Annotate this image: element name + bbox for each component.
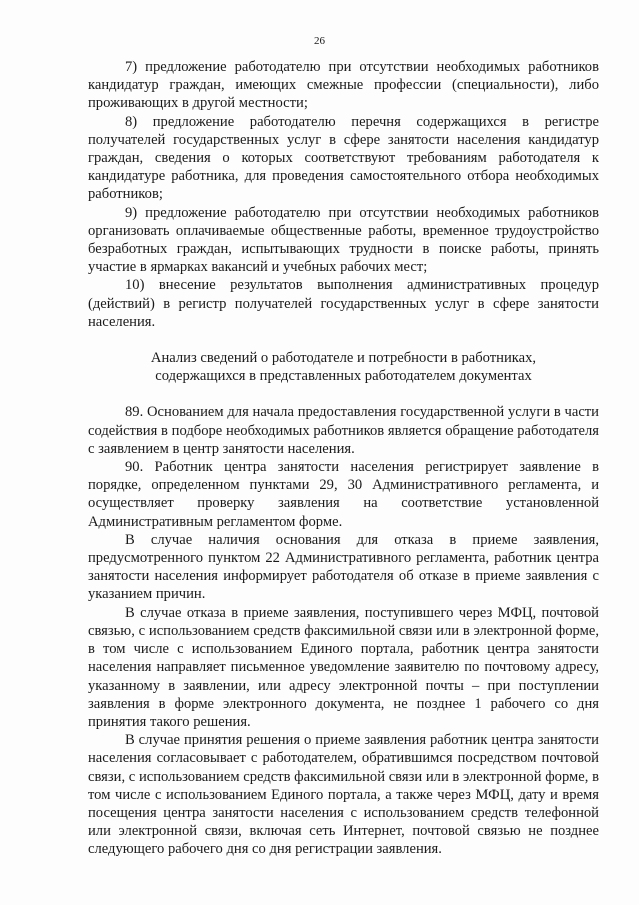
section-heading-line-1: Анализ сведений о работодателе и потребности в работниках, bbox=[150, 350, 537, 367]
list-item-9: 9) предложение работодателю при отсутствии необходимых работников организовать оплачиваемые общественные работы, временное трудоустройство безработных граждан, испытывающих трудности в поиске работы, принять участие в ярмарках вакансий и учебных рабочих мест; bbox=[88, 204, 599, 276]
paragraph-refusal-grounds: В случае наличия основания для отказа в приеме заявления, предусмотренного пунктом 22 Административного регламента, работник центра занятости населения информирует работодателя об отказе в приеме заявления с указанием причин. bbox=[88, 531, 599, 603]
paragraph-89: 89. Основанием для начала предоставления государственной услуги в части содействия в подборе необходимых работников является обращение работодателя с заявлением в центр занятости населения. bbox=[88, 404, 599, 457]
list-item-10: 10) внесение результатов выполнения административных процедур (действий) в регистр получателей государственных услуг в сфере занятости населения. bbox=[88, 277, 599, 330]
paragraph-acceptance: В случае принятия решения о приеме заявления работник центра занятости населения согласовывает с работодателем, обратившимся посредством почтовой связи, с использованием средств факсимильной связи или в электронной форме, в том числе с использованием Единого портала, а также через МФЦ, дату и время посещения центра занятости населения с использованием средств телефонной или электронной связи, включая сеть Интернет, почтовой связью не позднее следующего рабочего дня со дня регистрации заявления. bbox=[88, 732, 599, 858]
paragraph-refusal-notice: В случае отказа в приеме заявления, поступившего через МФЦ, почтовой связью, с использованием средств факсимильной связи или в электронной форме, в том числе с использованием Единого портала, работник центра занятости населения направляет письменное уведомление заявителю по почтовому адресу, указанному в заявлении, или адресу электронной почты – при поступлении заявления в форме электронного документа, не позднее 1 рабочего со дня принятия такого решения. bbox=[88, 604, 599, 730]
section-heading-line-2: содержащихся в представленных работодателем документах bbox=[155, 368, 532, 385]
document-body bbox=[88, 58, 599, 859]
section-heading bbox=[88, 349, 599, 385]
page-number: 26 bbox=[314, 35, 325, 47]
paragraph-90: 90. Работник центра занятости населения регистрирует заявление в порядке, определенном пунктами 29, 30 Административного регламента, и осуществляет проверку заявления на соответствие установленной Административным регламентом форме. bbox=[88, 459, 599, 530]
list-item-8: 8) предложение работодателю перечня содержащихся в регистре получателей государственных услуг в сфере занятости населения кандидатур граждан, сведения о которых соответствуют требованиям работодателя к кандидатуре работника, для проведения самостоятельного отбора необходимых работников; bbox=[88, 113, 599, 203]
list-item-7: 7) предложение работодателю при отсутствии необходимых работников кандидатур граждан, имеющих смежные профессии (специальности), либо проживающих в другой местности; bbox=[88, 59, 599, 112]
